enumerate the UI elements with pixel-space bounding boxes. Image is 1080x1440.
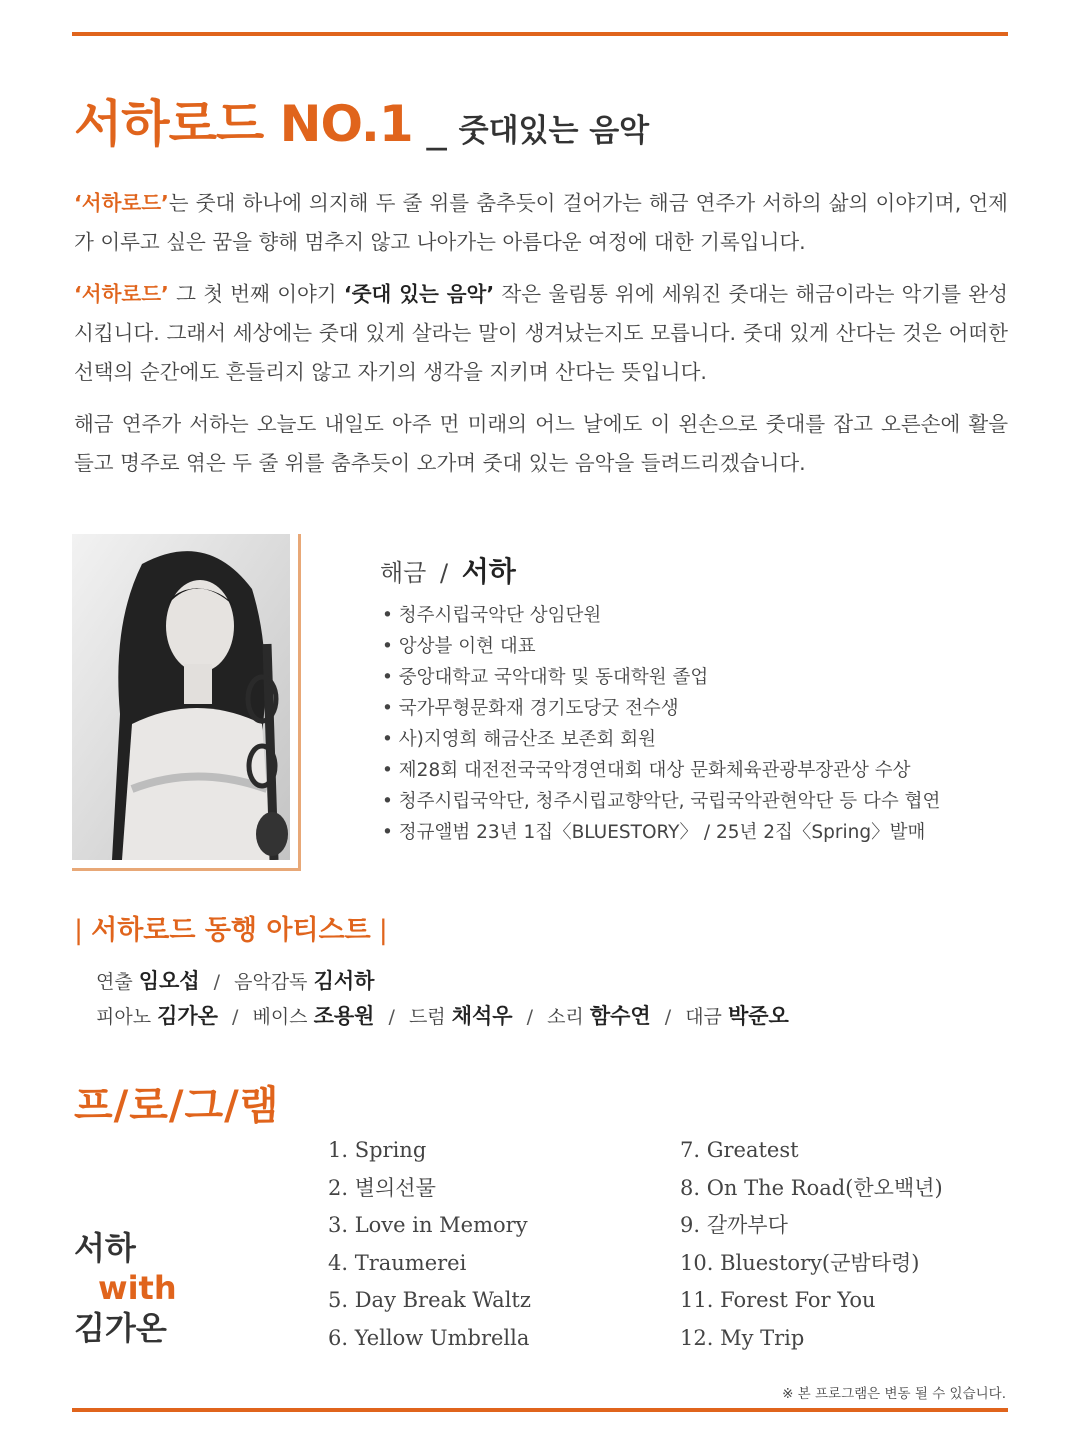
- artist-separator: /: [232, 1006, 239, 1028]
- list-item: • 국가무형문화재 경기도당굿 전수생: [382, 693, 940, 724]
- artist-separator: /: [388, 1006, 395, 1028]
- program-item: 5. Day Break Waltz: [328, 1288, 531, 1313]
- program-item: 11. Forest For You: [680, 1288, 876, 1313]
- photo-frame: [72, 534, 301, 871]
- list-item: • 사)지영희 해금산조 보존회 회원: [382, 724, 940, 755]
- performer-photo-icon: [72, 534, 290, 860]
- program-item: 6. Yellow Umbrella: [328, 1325, 530, 1350]
- artist-name: 김가온: [157, 1004, 218, 1028]
- artist-separator: /: [213, 971, 221, 993]
- artist-name: 함수연: [589, 1004, 651, 1028]
- list-item: • 청주시립국악단, 청주시립교향악단, 국립국악관현악단 등 다수 협연: [382, 786, 940, 817]
- artists-row-1: [96, 964, 789, 999]
- intro-text-2a: 그 첫 번째 이야기: [168, 282, 344, 306]
- program-item: 4. Traumerei: [328, 1250, 467, 1275]
- top-rule: [72, 32, 1008, 36]
- program-item: 3. Love in Memory: [328, 1213, 528, 1238]
- bottom-rule: [72, 1408, 1008, 1412]
- artist-name: 박준오: [727, 1004, 789, 1028]
- artist-name: 조용원: [313, 1004, 375, 1028]
- performer-line-3: 김가온: [74, 1309, 167, 1347]
- intro-highlight: ‘서하로드’: [74, 191, 169, 215]
- program-item: 8. On The Road(한오백년): [680, 1175, 943, 1200]
- artist-role: 베이스: [252, 1006, 308, 1028]
- program-item: 9. 갈까부다: [680, 1213, 788, 1238]
- list-item: • 제28회 대전전국국악경연대회 대상 문화체육관광부장관상 수상: [382, 755, 940, 786]
- intro-text: [74, 184, 1008, 496]
- heading-bar-right: |: [378, 915, 388, 946]
- artist-name: 채석우: [451, 1004, 513, 1028]
- title-subtitle: 줏대있는 음악: [458, 113, 650, 149]
- program-item: 2. 별의선물: [328, 1175, 436, 1200]
- artist-role: 드럼: [408, 1006, 446, 1028]
- intro-paragraph-2: [74, 275, 1008, 392]
- artist-name: 임오섭: [138, 969, 200, 993]
- artist-separator: /: [526, 1006, 534, 1028]
- artist-role: 소리: [547, 1006, 584, 1028]
- list-item: • 청주시립국악단 상임단원: [382, 600, 940, 631]
- bio-role: 해금: [380, 559, 427, 587]
- intro-bold: ‘줏대 있는 음악’: [343, 282, 495, 306]
- program-list-right: [680, 1132, 943, 1358]
- bio-separator: /: [440, 559, 449, 587]
- intro-highlight: ‘서하로드’: [74, 282, 169, 306]
- artist-separator: /: [664, 1006, 672, 1028]
- program-list-left: [328, 1132, 531, 1358]
- artists-list: [96, 964, 789, 1034]
- program-item: 7. Greatest: [680, 1138, 799, 1162]
- artists-heading-text: 서하로드 동행 아티스트: [91, 915, 371, 946]
- intro-text-1: 는 줏대 하나에 의지해 두 줄 위를 춤추듯이 걸어가는 해금 연주가 서하의 삶의 이야기며, 언제가 이루고 싶은 꿈을 향해 멈추지 않고 나아가는 아름다운 여정에 대한 기록입니다.: [74, 191, 1008, 254]
- artist-role: 대금: [685, 1006, 722, 1028]
- artist-role: 피아노: [96, 1006, 152, 1028]
- list-item: • 앙상블 이현 대표: [382, 631, 940, 662]
- bio-name: 서하: [461, 555, 516, 588]
- program-note: ※ 본 프로그램은 변동 될 수 있습니다.: [782, 1386, 1006, 1402]
- intro-paragraph-3: 해금 연주가 서하는 오늘도 내일도 아주 먼 미래의 어느 날에도 이 왼손으로 줏대를 잡고 오른손에 활을 들고 명주로 엮은 두 줄 위를 춤추듯이 오가며 줏대 있는 음악을 들려드리겠습니다.: [74, 412, 1008, 475]
- artists-heading: [74, 908, 396, 947]
- program-item: 12. My Trip: [680, 1325, 805, 1350]
- bio-heading: [380, 550, 516, 590]
- performer-line-2: with: [98, 1269, 177, 1307]
- artist-name: 김서하: [313, 969, 375, 993]
- page-title: [74, 84, 649, 156]
- artists-row-2: [96, 999, 789, 1034]
- heading-bar-left: |: [74, 915, 84, 946]
- title-separator: _: [426, 105, 447, 151]
- bio-list: [382, 600, 940, 848]
- performer-line-1: 서하: [74, 1229, 136, 1267]
- program-item: 10. Bluestory(군밤타령): [680, 1250, 920, 1275]
- intro-paragraph-1: [74, 184, 1008, 262]
- intro-text-2b: 작은 울림통 위에 세워진 줏대는 해금이라는 악기를 완성 시킵니다. 그래서 세상에는 줏대 있게 살라는 말이 생겨났는지도 모릅니다. 줏대 있게 산다는 것은 어떠한 선택의 순간에도 흔들리지 않고 자기의 생각을 지키며 산다는 뜻입니다.: [74, 282, 1008, 384]
- program-item: 1. Spring: [328, 1138, 427, 1162]
- list-item: • 중앙대학교 국악대학 및 동대학원 졸업: [382, 662, 940, 693]
- title-main: 서하로드 NO.1: [74, 95, 413, 153]
- artist-role: 연출: [96, 971, 133, 993]
- list-item: • 정규앨범 23년 1집〈BLUESTORY〉 / 25년 2집〈Spring〉발매: [382, 817, 940, 848]
- program-title: 프/로/그/램: [74, 1083, 280, 1129]
- artist-role: 음악감독: [234, 971, 308, 993]
- program-performers: [74, 1228, 177, 1348]
